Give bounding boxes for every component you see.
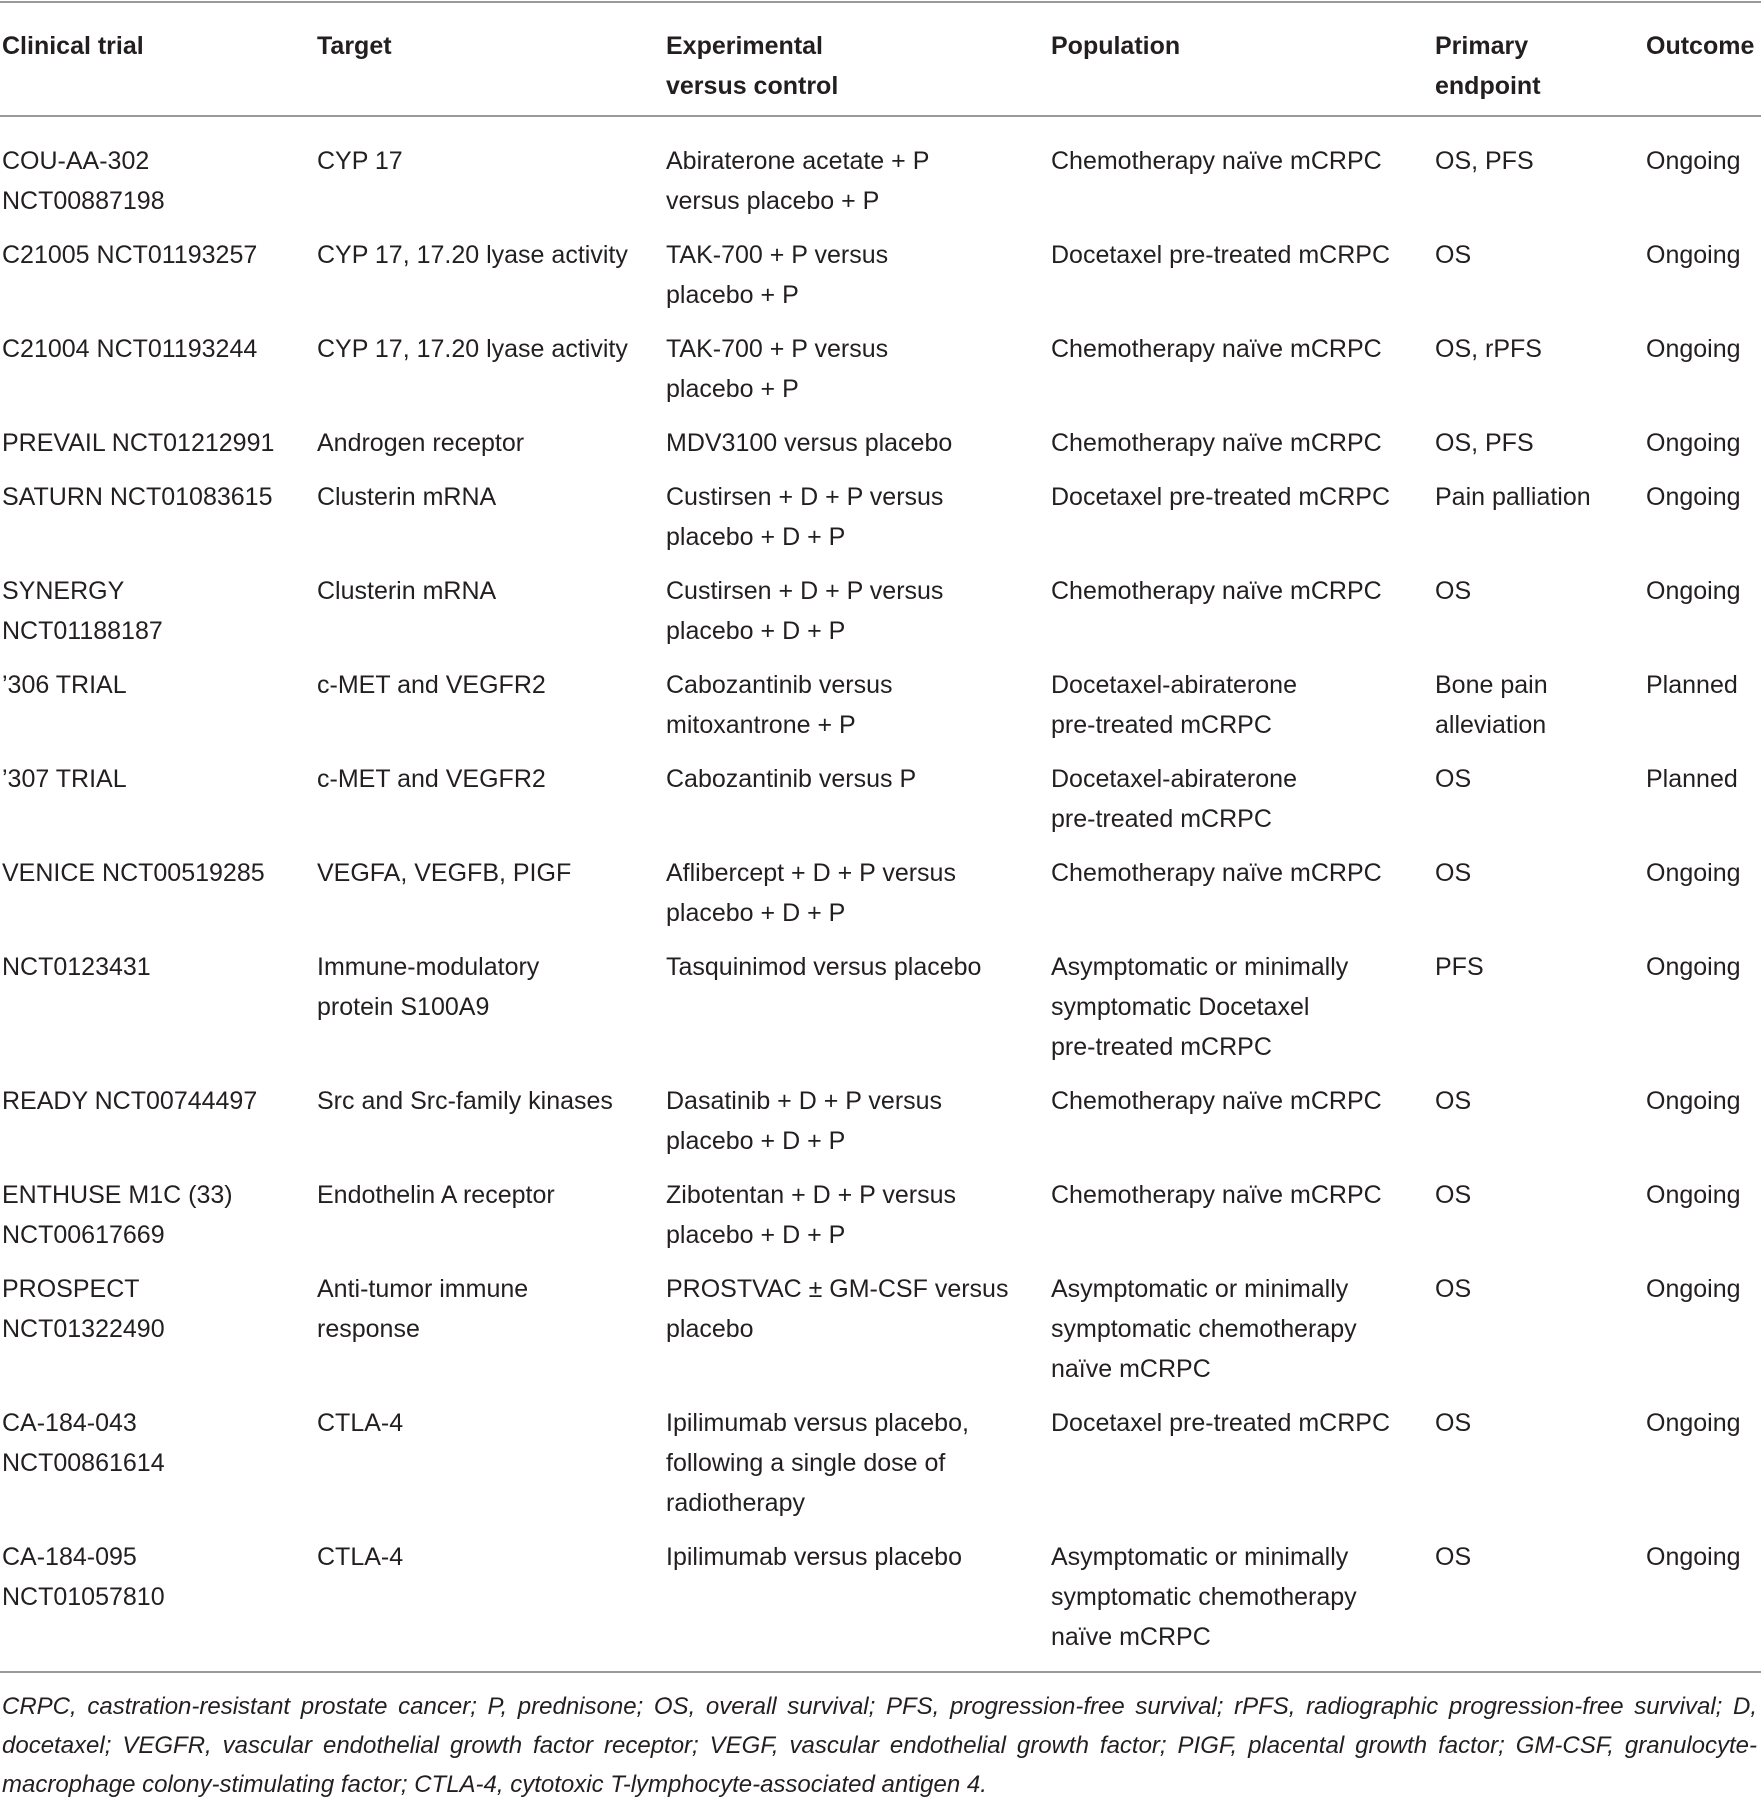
cell-endpoint: OS xyxy=(1435,241,1472,269)
cell-population: Docetaxel pre-treated mCRPC xyxy=(1051,1409,1391,1437)
table-header-row xyxy=(0,26,1761,111)
table-top-rule xyxy=(0,1,1761,3)
cell-outcome: Ongoing xyxy=(1646,1275,1741,1303)
cell-outcome: Ongoing xyxy=(1646,1087,1741,1115)
cell-arms: Ipilimumab versus placebo xyxy=(666,1543,962,1571)
cell-arms: PROSTVAC ± GM-CSF versus placebo xyxy=(666,1275,1009,1343)
cell-target: Clusterin mRNA xyxy=(317,483,497,511)
cell-population: Chemotherapy naïve mCRPC xyxy=(1051,1181,1382,1209)
cell-outcome: Ongoing xyxy=(1646,1543,1741,1571)
cell-population: Chemotherapy naïve mCRPC xyxy=(1051,335,1382,363)
table-row xyxy=(0,477,1761,557)
table-row xyxy=(0,947,1761,1067)
cell-outcome: Ongoing xyxy=(1646,241,1741,269)
cell-outcome: Ongoing xyxy=(1646,1409,1741,1437)
cell-population: Chemotherapy naïve mCRPC xyxy=(1051,859,1382,887)
cell-target: Immune-modulatory protein S100A9 xyxy=(317,953,540,1021)
cell-arms: Cabozantinib versus P xyxy=(666,765,917,793)
cell-arms: Dasatinib + D + P versus placebo + D + P xyxy=(666,1087,943,1155)
cell-trial: NCT0123431 xyxy=(2,953,151,981)
cell-trial: ’307 TRIAL xyxy=(2,765,127,793)
cell-outcome: Ongoing xyxy=(1646,953,1741,981)
cell-endpoint: OS xyxy=(1435,1087,1472,1115)
cell-endpoint: OS, PFS xyxy=(1435,147,1534,175)
cell-arms: Zibotentan + D + P versus placebo + D + P xyxy=(666,1181,956,1249)
cell-arms: Cabozantinib versus mitoxantrone + P xyxy=(666,671,893,739)
cell-endpoint: Bone pain alleviation xyxy=(1435,671,1548,739)
cell-endpoint: OS xyxy=(1435,1275,1472,1303)
cell-target: Clusterin mRNA xyxy=(317,577,497,605)
table-row xyxy=(0,1269,1761,1389)
cell-population: Chemotherapy naïve mCRPC xyxy=(1051,577,1382,605)
cell-outcome: Ongoing xyxy=(1646,1181,1741,1209)
table-row xyxy=(0,329,1761,409)
cell-target: Androgen receptor xyxy=(317,429,525,457)
cell-endpoint: Pain palliation xyxy=(1435,483,1591,511)
cell-target: CYP 17 xyxy=(317,147,403,175)
cell-population: Docetaxel pre-treated mCRPC xyxy=(1051,241,1391,269)
table-row xyxy=(0,423,1761,463)
cell-outcome: Ongoing xyxy=(1646,429,1741,457)
cell-endpoint: OS xyxy=(1435,577,1472,605)
cell-population: Asymptomatic or minimally symptomatic chemotherapy naïve mCRPC xyxy=(1051,1543,1357,1651)
cell-outcome: Ongoing xyxy=(1646,147,1741,175)
cell-arms: Tasquinimod versus placebo xyxy=(666,953,982,981)
cell-endpoint: OS, PFS xyxy=(1435,429,1534,457)
table-row xyxy=(0,759,1761,839)
cell-arms: Custirsen + D + P versus placebo + D + P xyxy=(666,483,944,551)
cell-target: CYP 17, 17.20 lyase activity xyxy=(317,241,628,269)
cell-trial: PREVAIL NCT01212991 xyxy=(2,429,275,457)
table-row xyxy=(0,1081,1761,1161)
cell-trial: ENTHUSE M1C (33) NCT00617669 xyxy=(2,1181,233,1249)
table-footnote: CRPC, castration-resistant prostate cancer; P, prednisone; OS, overall survival; PFS, progression-free survival; rPFS, radiographic progression-free survival; D, docetaxel; VEGFR, vascular endothelial growth factor receptor; VEGF, vascular endothelial growth factor; PIGF, placental growth factor; GM-CSF, granulocyte-macrophage colony-stimulating factor; CTLA-4, cytotoxic T-lymphocyte-associated antigen 4. xyxy=(2,1693,1757,1798)
cell-trial: SATURN NCT01083615 xyxy=(2,483,273,511)
header-experimental-versus-control: Experimental versus control xyxy=(666,32,839,100)
cell-arms: Custirsen + D + P versus placebo + D + P xyxy=(666,577,944,645)
table-row xyxy=(0,665,1761,745)
table-row xyxy=(0,1175,1761,1255)
cell-outcome: Ongoing xyxy=(1646,335,1741,363)
cell-endpoint: OS xyxy=(1435,1181,1472,1209)
cell-trial: C21005 NCT01193257 xyxy=(2,241,258,269)
cell-endpoint: OS xyxy=(1435,765,1472,793)
cell-population: Asymptomatic or minimally symptomatic chemotherapy naïve mCRPC xyxy=(1051,1275,1357,1383)
cell-outcome: Planned xyxy=(1646,671,1738,699)
cell-arms: Aflibercept + D + P versus placebo + D + P xyxy=(666,859,956,927)
table-row xyxy=(0,141,1761,221)
header-target: Target xyxy=(317,32,392,60)
table-row xyxy=(0,235,1761,315)
table-row xyxy=(0,571,1761,651)
cell-trial: COU-AA-302 NCT00887198 xyxy=(2,147,165,215)
cell-trial: ’306 TRIAL xyxy=(2,671,127,699)
cell-target: VEGFA, VEGFB, PIGF xyxy=(317,859,572,887)
table-row xyxy=(0,1403,1761,1523)
cell-target: CYP 17, 17.20 lyase activity xyxy=(317,335,628,363)
cell-outcome: Planned xyxy=(1646,765,1738,793)
table-row xyxy=(0,853,1761,933)
cell-population: Chemotherapy naïve mCRPC xyxy=(1051,147,1382,175)
cell-target: CTLA-4 xyxy=(317,1409,404,1437)
header-outcome: Outcome xyxy=(1646,32,1755,60)
cell-trial: VENICE NCT00519285 xyxy=(2,859,265,887)
cell-target: c-MET and VEGFR2 xyxy=(317,671,546,699)
header-clinical-trial: Clinical trial xyxy=(2,32,144,60)
cell-arms: MDV3100 versus placebo xyxy=(666,429,953,457)
cell-trial: CA-184-043 NCT00861614 xyxy=(2,1409,165,1477)
cell-target: Src and Src-family kinases xyxy=(317,1087,613,1115)
header-population: Population xyxy=(1051,32,1181,60)
cell-population: Docetaxel-abiraterone pre-treated mCRPC xyxy=(1051,671,1297,739)
cell-endpoint: OS xyxy=(1435,1409,1472,1437)
cell-outcome: Ongoing xyxy=(1646,483,1741,511)
cell-population: Chemotherapy naïve mCRPC xyxy=(1051,1087,1382,1115)
cell-target: CTLA-4 xyxy=(317,1543,404,1571)
cell-trial: C21004 NCT01193244 xyxy=(2,335,258,363)
cell-target: Endothelin A receptor xyxy=(317,1181,555,1209)
table-header-rule xyxy=(0,115,1761,117)
cell-trial: SYNERGY NCT01188187 xyxy=(2,577,163,645)
cell-population: Asymptomatic or minimally symptomatic Docetaxel pre-treated mCRPC xyxy=(1051,953,1349,1061)
cell-target: Anti-tumor immune response xyxy=(317,1275,529,1343)
cell-trial: PROSPECT NCT01322490 xyxy=(2,1275,165,1343)
cell-population: Chemotherapy naïve mCRPC xyxy=(1051,429,1382,457)
cell-arms: Ipilimumab versus placebo, following a single dose of radiotherapy xyxy=(666,1409,969,1517)
cell-arms: TAK-700 + P versus placebo + P xyxy=(666,241,889,309)
cell-population: Docetaxel pre-treated mCRPC xyxy=(1051,483,1391,511)
cell-target: c-MET and VEGFR2 xyxy=(317,765,546,793)
cell-arms: Abiraterone acetate + P versus placebo + P xyxy=(666,147,930,215)
cell-endpoint: OS, rPFS xyxy=(1435,335,1542,363)
cell-trial: CA-184-095 NCT01057810 xyxy=(2,1543,165,1611)
cell-outcome: Ongoing xyxy=(1646,577,1741,605)
cell-endpoint: PFS xyxy=(1435,953,1484,981)
cell-endpoint: OS xyxy=(1435,859,1472,887)
cell-outcome: Ongoing xyxy=(1646,859,1741,887)
cell-population: Docetaxel-abiraterone pre-treated mCRPC xyxy=(1051,765,1297,833)
cell-arms: TAK-700 + P versus placebo + P xyxy=(666,335,889,403)
table-bottom-rule xyxy=(0,1671,1761,1673)
header-primary-endpoint: Primary endpoint xyxy=(1435,32,1541,100)
table-row xyxy=(0,1537,1761,1657)
cell-endpoint: OS xyxy=(1435,1543,1472,1571)
cell-trial: READY NCT00744497 xyxy=(2,1087,258,1115)
